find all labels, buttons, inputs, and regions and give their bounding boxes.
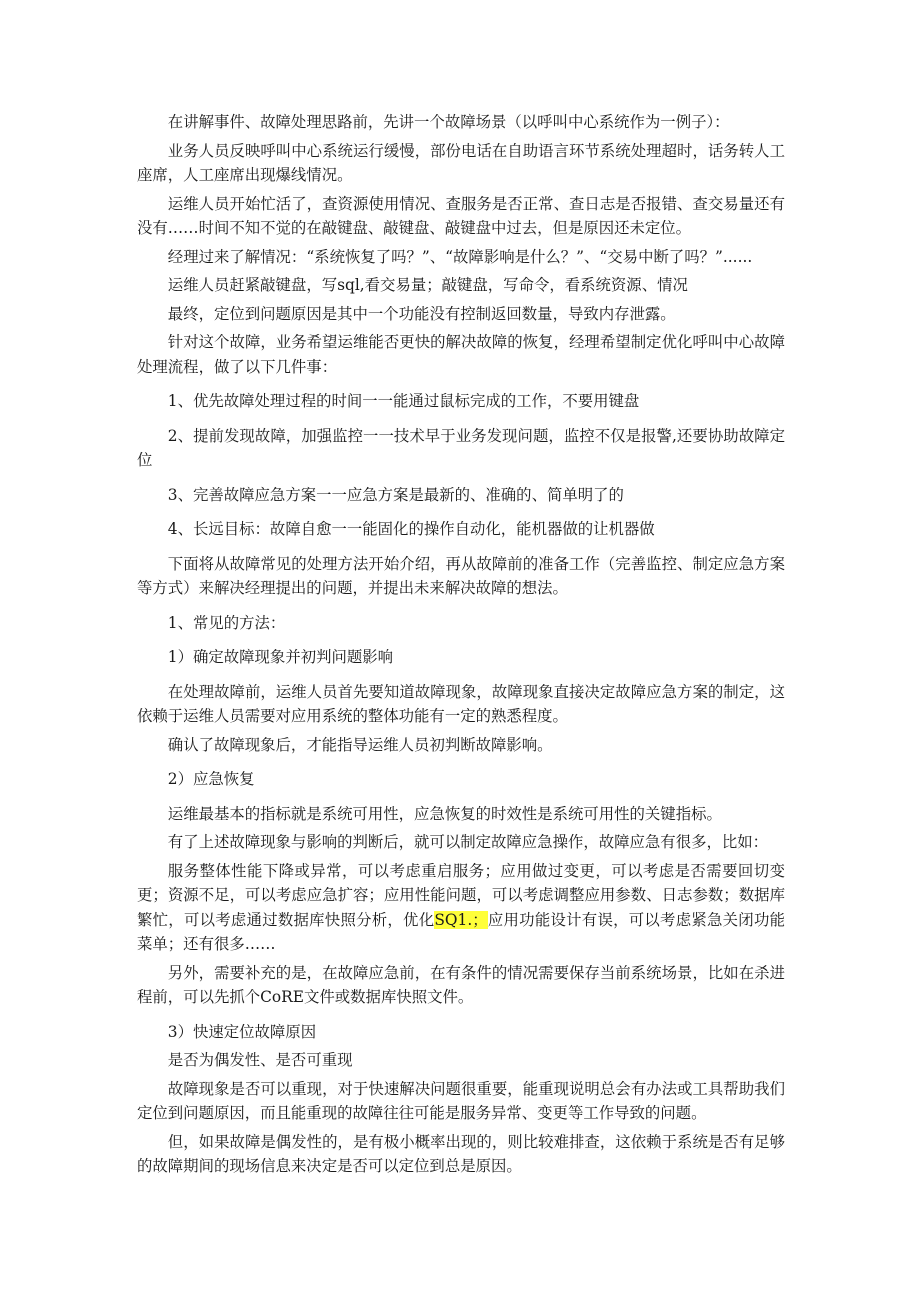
paragraph-occasional-fault: 但，如果故障是偶发性的，是有极小概率出现的，则比较难排查，这依赖于系统是否有足够的故障期间的现场信息来决定是否可以定位到总是原因。 [137,1132,785,1175]
section-heading-common-methods: 1、常见的方法： [167,613,286,632]
list-item-3: 3、完善故障应急方案一一应急方案是最新的、准确的、简单明了的 [167,485,624,504]
list-item-2: 2、提前发现故障，加强监控一一技术早于业务发现问题，监控不仅是报警,还要协助故障定位 [137,426,785,469]
subheading-confirm-symptom: 1）确定故障现象并初判问题影响 [167,648,394,666]
subheading-emergency-recovery: 2）应急恢复 [167,770,255,788]
document-page [137,110,785,1179]
paragraph-business-report: 业务人员反映呼叫中心系统运行缓慢，部份电话在自助语言环节系统处理超时，话务转人工座席，人工座席出现爆线情况。 [137,141,785,184]
paragraph-emergency-examples [137,859,785,957]
paragraph-overview: 下面将从故障常见的处理方法开始介绍，再从故障前的准备工作（完善监控、制定应急方案等方式）来解决经理提出的问题，并提出未来解决故障的想法。 [137,554,785,597]
paragraph-root-cause: 最终，定位到问题原因是其中一个功能没有控制返回数量，导致内存泄露。 [167,304,676,323]
paragraph-reproducible-question: 是否为偶发性、是否可重现 [167,1051,353,1069]
paragraph-ops-busy: 运维人员开始忙活了，查资源使用情况、查服务是否正常、查日志是否报错、查交易量还有没有……时间不知不觉的在敲键盘、敲键盘、敲键盘中过去，但是原因还未定位。 [137,194,785,237]
paragraph-emergency-options: 有了上述故障现象与影响的判断后，就可以制定故障应急操作，故障应急有很多，比如： [167,833,769,851]
paragraph-symptom-detail: 在处理故障前，运维人员首先要知道故障现象，故障现象直接决定故障应急方案的制定，这依赖于运维人员需要对应用系统的整体功能有一定的熟悉程度。 [137,682,785,725]
paragraph-symptom-confirm: 确认了故障现象后，才能指导运维人员初判断故障影响。 [167,735,553,754]
paragraph-intro: 在讲解事件、故障处理思路前，先讲一个故障场景（以呼叫中心系统作为一例子）： [167,113,730,131]
subheading-locate-cause: 3）快速定位故障原因 [167,1022,317,1041]
highlighted-sql-text: SQ1.； [434,910,488,929]
paragraph-reproducible-detail: 故障现象是否可以重现，对于快速解决问题很重要，能重现说明总会有办法或工具帮助我们定位到问题原因，而且能重现的故障往往可能是服务异常、变更等工作导致的问题。 [137,1079,785,1122]
paragraph-improvement-plan: 针对这个故障，业务希望运维能否更快的解决故障的恢复，经理希望制定优化呼叫中心故障处理流程，做了以下几件事： [137,333,785,376]
paragraph-manager-questions: 经理过来了解情况：“系统恢复了吗？”、“故障影响是什么？”、“交易中断了吗？”...... [167,247,753,266]
paragraph-ops-keyboard: 运维人员赶紧敲键盘，写sql,看交易量；敲键盘，写命令，看系统资源、情况 [167,276,688,294]
list-item-4: 4、长远目标：故障自愈一一能固化的操作自动化，能机器做的让机器做 [167,520,655,538]
list-item-1: 1、优先故障处理过程的时间一一能通过鼠标完成的工作，不要用键盘 [167,392,640,410]
paragraph-save-scene: 另外，需要补充的是，在故障应急前，在有条件的情况需要保存当前系统场景，比如在杀进程前，可以先抓个CoRE文件或数据库快照文件。 [137,963,785,1006]
examples-text-start: 服务整体性能下降或异常，可以考虑重启服务；应用做过变更，可以考虑是否需要回切变更；资源不足，可以考虑应急扩容；应用性能问题，可以考虑调整应用参数、日志参数；数据库繁忙，可以考虑通过数据库快照分析，优化 [137,861,785,929]
paragraph-availability: 运维最基本的指标就是系统可用性，应急恢复的时效性是系统可用性的关键指标。 [167,804,722,823]
examples-text-end: 应用功能设计有误，可以考虑紧急关闭功能菜单；还有很多…… [137,910,785,953]
